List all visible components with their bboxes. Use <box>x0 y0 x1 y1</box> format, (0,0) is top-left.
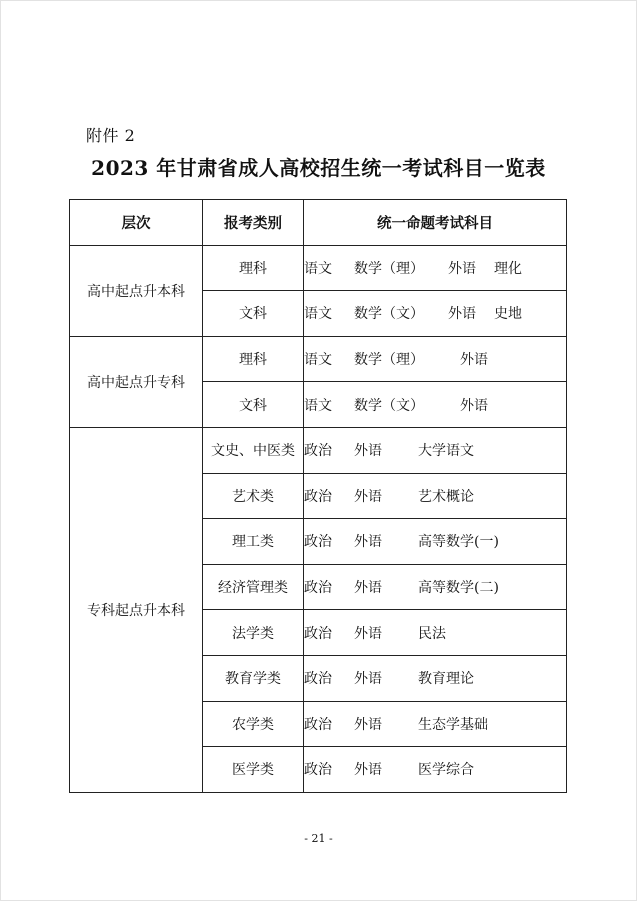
subject-item: 语文 <box>304 397 332 414</box>
subject-item: 外语 <box>354 580 382 597</box>
subject-item: 民法 <box>418 625 446 642</box>
subject-item: 高等数学(一) <box>418 534 499 551</box>
subject-item: 外语 <box>354 488 382 505</box>
subject-item: 数学（理） <box>354 352 424 369</box>
subjects-cell <box>304 655 567 701</box>
subjects-cell <box>304 473 567 519</box>
subjects-cell <box>304 519 567 565</box>
subject-item: 语文 <box>304 352 332 369</box>
category-cell: 理工类 <box>203 519 304 565</box>
subject-item: 史地 <box>494 306 522 323</box>
subject-item: 外语 <box>354 716 382 733</box>
subjects-cell <box>304 701 567 747</box>
table-body <box>70 245 567 792</box>
subject-item: 政治 <box>304 625 332 642</box>
level-cell: 高中起点升专科 <box>70 336 203 427</box>
subject-item: 理化 <box>494 260 522 277</box>
subject-item: 语文 <box>304 260 332 277</box>
category-cell: 文科 <box>203 291 304 337</box>
subjects-cell <box>304 610 567 656</box>
header-category: 报考类别 <box>203 200 304 246</box>
category-cell: 经济管理类 <box>203 564 304 610</box>
table-row <box>70 245 567 291</box>
subject-item: 政治 <box>304 534 332 551</box>
subject-item: 艺术概论 <box>418 488 474 505</box>
category-cell: 理科 <box>203 336 304 382</box>
subject-item: 数学（文） <box>354 397 424 414</box>
subject-item: 外语 <box>354 762 382 779</box>
category-cell: 文史、中医类 <box>203 427 304 473</box>
category-cell: 法学类 <box>203 610 304 656</box>
subject-item: 医学综合 <box>418 762 474 779</box>
subjects-cell <box>304 382 567 428</box>
category-cell: 理科 <box>203 245 304 291</box>
exam-subjects-table <box>69 199 567 793</box>
subjects-cell <box>304 427 567 473</box>
table-row <box>70 427 567 473</box>
subject-item: 语文 <box>304 306 332 323</box>
level-cell: 高中起点升本科 <box>70 245 203 336</box>
page-number: - 21 - <box>304 832 333 845</box>
category-cell: 艺术类 <box>203 473 304 519</box>
subject-item: 外语 <box>460 352 488 369</box>
table-row <box>70 336 567 382</box>
subject-item: 教育理论 <box>418 671 474 688</box>
subject-item: 政治 <box>304 671 332 688</box>
subject-item: 外语 <box>448 306 476 323</box>
header-level: 层次 <box>70 200 203 246</box>
subject-item: 外语 <box>354 625 382 642</box>
subject-item: 外语 <box>460 397 488 414</box>
subjects-cell <box>304 245 567 291</box>
subjects-cell <box>304 336 567 382</box>
subject-item: 高等数学(二) <box>418 580 499 597</box>
category-cell: 教育学类 <box>203 655 304 701</box>
subject-item: 大学语文 <box>418 443 474 460</box>
subject-item: 外语 <box>354 443 382 460</box>
subject-item: 政治 <box>304 580 332 597</box>
subject-item: 生态学基础 <box>418 716 488 733</box>
subject-item: 政治 <box>304 488 332 505</box>
category-cell: 文科 <box>203 382 304 428</box>
subject-item: 外语 <box>448 260 476 277</box>
subjects-cell <box>304 747 567 793</box>
subject-item: 外语 <box>354 671 382 688</box>
subject-item: 政治 <box>304 762 332 779</box>
subject-item: 外语 <box>354 534 382 551</box>
category-cell: 医学类 <box>203 747 304 793</box>
category-cell: 农学类 <box>203 701 304 747</box>
level-cell: 专科起点升本科 <box>70 427 203 792</box>
subjects-cell <box>304 291 567 337</box>
header-subjects: 统一命题考试科目 <box>304 200 567 246</box>
subjects-cell <box>304 564 567 610</box>
page-title: 2023 年甘肃省成人高校招生统一考试科目一览表 <box>91 156 546 180</box>
subject-item: 政治 <box>304 716 332 733</box>
subject-item: 政治 <box>304 443 332 460</box>
subject-item: 数学（文） <box>354 306 424 323</box>
attachment-label: 附件 2 <box>86 126 136 145</box>
table-header-row <box>70 200 567 246</box>
subject-item: 数学（理） <box>354 260 424 277</box>
